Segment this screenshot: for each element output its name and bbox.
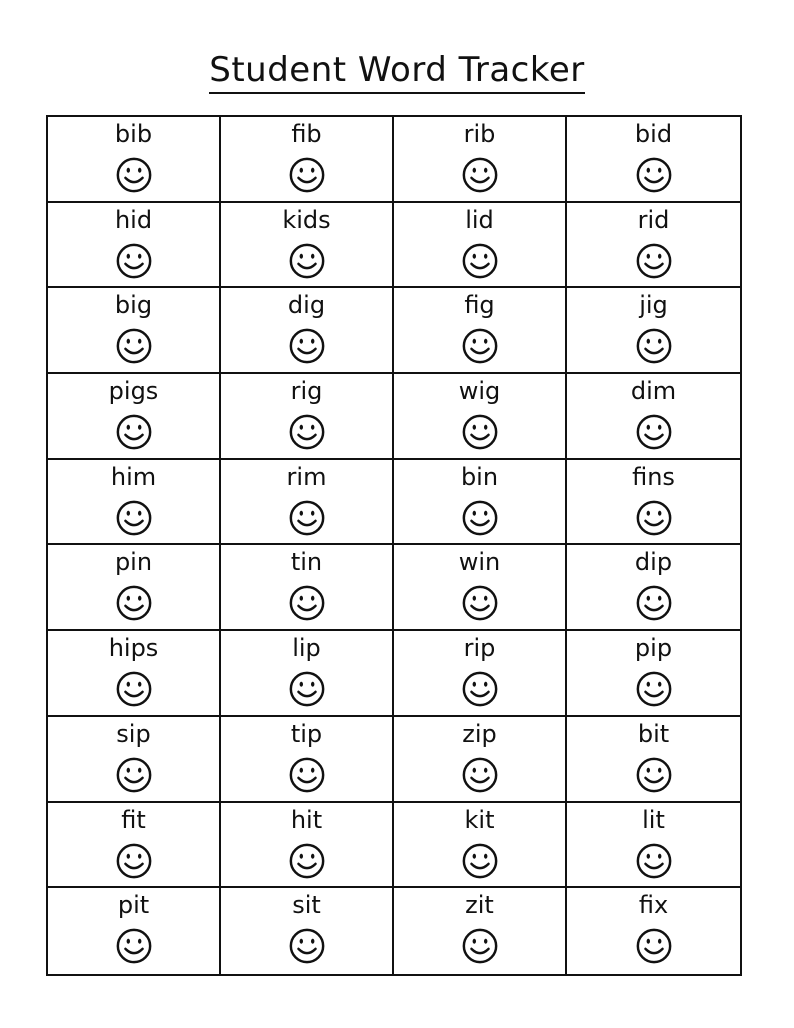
word-cell: [394, 117, 567, 203]
word-cell: [221, 631, 394, 717]
word-cell: [394, 631, 567, 717]
smiley-face-icon[interactable]: [288, 413, 326, 451]
smiley-face-icon[interactable]: [461, 499, 499, 537]
smiley-face-icon[interactable]: [635, 670, 673, 708]
word-label: kids: [282, 205, 331, 234]
word-label: jig: [639, 291, 668, 320]
word-label: lid: [465, 205, 494, 234]
word-cell: [567, 717, 740, 803]
word-label: rip: [463, 634, 496, 663]
smiley-face-icon[interactable]: [288, 499, 326, 537]
word-label: dip: [634, 548, 673, 577]
word-label: zit: [465, 891, 494, 920]
word-label: bib: [114, 120, 153, 148]
word-label: tin: [290, 548, 323, 577]
smiley-face-icon[interactable]: [461, 156, 499, 194]
word-cell: [567, 117, 740, 203]
page-title: [0, 50, 794, 90]
word-cell: [567, 460, 740, 546]
word-label: rid: [637, 205, 670, 234]
smiley-face-icon[interactable]: [461, 756, 499, 794]
word-cell: [48, 803, 221, 889]
word-label: big: [114, 291, 153, 320]
smiley-face-icon[interactable]: [635, 327, 673, 365]
word-cell: [48, 545, 221, 631]
smiley-face-icon[interactable]: [635, 413, 673, 451]
word-label: fib: [291, 120, 322, 148]
word-label: fins: [632, 462, 675, 491]
word-label: zip: [462, 719, 497, 748]
smiley-face-icon[interactable]: [288, 756, 326, 794]
word-cell: [48, 288, 221, 374]
word-cell: [221, 888, 394, 974]
word-cell: [394, 545, 567, 631]
smiley-face-icon[interactable]: [115, 156, 153, 194]
word-cell: [567, 545, 740, 631]
word-cell: [567, 888, 740, 974]
word-label: him: [110, 462, 157, 491]
word-cell: [567, 203, 740, 289]
smiley-face-icon[interactable]: [461, 670, 499, 708]
smiley-face-icon[interactable]: [115, 927, 153, 965]
smiley-face-icon[interactable]: [288, 584, 326, 622]
word-cell: [567, 374, 740, 460]
smiley-face-icon[interactable]: [635, 756, 673, 794]
word-label: wig: [458, 377, 501, 406]
smiley-face-icon[interactable]: [115, 584, 153, 622]
word-label: tip: [290, 719, 323, 748]
smiley-face-icon[interactable]: [115, 842, 153, 880]
smiley-face-icon[interactable]: [635, 242, 673, 280]
word-cell: [221, 803, 394, 889]
word-cell: [567, 631, 740, 717]
word-cell: [394, 203, 567, 289]
smiley-face-icon[interactable]: [461, 242, 499, 280]
word-label: pin: [114, 548, 153, 577]
word-label: pip: [634, 634, 673, 663]
word-cell: [221, 545, 394, 631]
word-label: pit: [117, 891, 150, 920]
word-label: rim: [286, 462, 327, 491]
page-title-text: Student Word Tracker: [209, 50, 585, 94]
word-label: rib: [463, 120, 496, 148]
word-label: fig: [464, 291, 495, 320]
word-label: sip: [116, 719, 151, 748]
word-label: fix: [638, 891, 669, 920]
smiley-face-icon[interactable]: [461, 584, 499, 622]
smiley-face-icon[interactable]: [461, 327, 499, 365]
smiley-face-icon[interactable]: [635, 584, 673, 622]
smiley-face-icon[interactable]: [288, 242, 326, 280]
word-label: lip: [292, 634, 321, 663]
smiley-face-icon[interactable]: [635, 927, 673, 965]
word-cell: [567, 288, 740, 374]
word-cell: [48, 117, 221, 203]
word-label: win: [458, 548, 501, 577]
smiley-face-icon[interactable]: [635, 499, 673, 537]
word-label: hips: [108, 634, 159, 663]
smiley-face-icon[interactable]: [635, 842, 673, 880]
smiley-face-icon[interactable]: [461, 413, 499, 451]
word-label: bit: [637, 719, 670, 748]
smiley-face-icon[interactable]: [115, 413, 153, 451]
word-cell: [394, 803, 567, 889]
smiley-face-icon[interactable]: [461, 927, 499, 965]
smiley-face-icon[interactable]: [288, 327, 326, 365]
word-label: sit: [292, 891, 321, 920]
smiley-face-icon[interactable]: [115, 499, 153, 537]
smiley-face-icon[interactable]: [115, 242, 153, 280]
word-cell: [394, 288, 567, 374]
word-cell: [48, 717, 221, 803]
word-cell: [48, 631, 221, 717]
word-label: bid: [634, 120, 673, 148]
word-cell: [394, 460, 567, 546]
word-cell: [394, 374, 567, 460]
word-grid: [46, 115, 742, 976]
word-label: dig: [287, 291, 326, 320]
smiley-face-icon[interactable]: [288, 927, 326, 965]
word-label: fit: [121, 805, 146, 834]
smiley-face-icon[interactable]: [288, 156, 326, 194]
word-label: dim: [630, 377, 677, 406]
word-cell: [567, 803, 740, 889]
word-label: lit: [642, 805, 665, 834]
smiley-face-icon[interactable]: [635, 156, 673, 194]
smiley-face-icon[interactable]: [115, 327, 153, 365]
word-cell: [48, 460, 221, 546]
smiley-face-icon[interactable]: [288, 670, 326, 708]
word-cell: [221, 117, 394, 203]
smiley-face-icon[interactable]: [461, 842, 499, 880]
word-label: rig: [290, 377, 323, 406]
word-label: kit: [464, 805, 495, 834]
word-cell: [48, 203, 221, 289]
word-cell: [221, 288, 394, 374]
word-label: hit: [290, 805, 323, 834]
word-label: bin: [460, 462, 499, 491]
word-cell: [221, 374, 394, 460]
word-label: hid: [114, 205, 153, 234]
word-cell: [394, 717, 567, 803]
word-cell: [48, 888, 221, 974]
word-cell: [221, 460, 394, 546]
word-cell: [221, 717, 394, 803]
smiley-face-icon[interactable]: [288, 842, 326, 880]
word-label: pigs: [108, 377, 159, 406]
smiley-face-icon[interactable]: [115, 670, 153, 708]
word-cell: [394, 888, 567, 974]
smiley-face-icon[interactable]: [115, 756, 153, 794]
word-cell: [221, 203, 394, 289]
word-cell: [48, 374, 221, 460]
